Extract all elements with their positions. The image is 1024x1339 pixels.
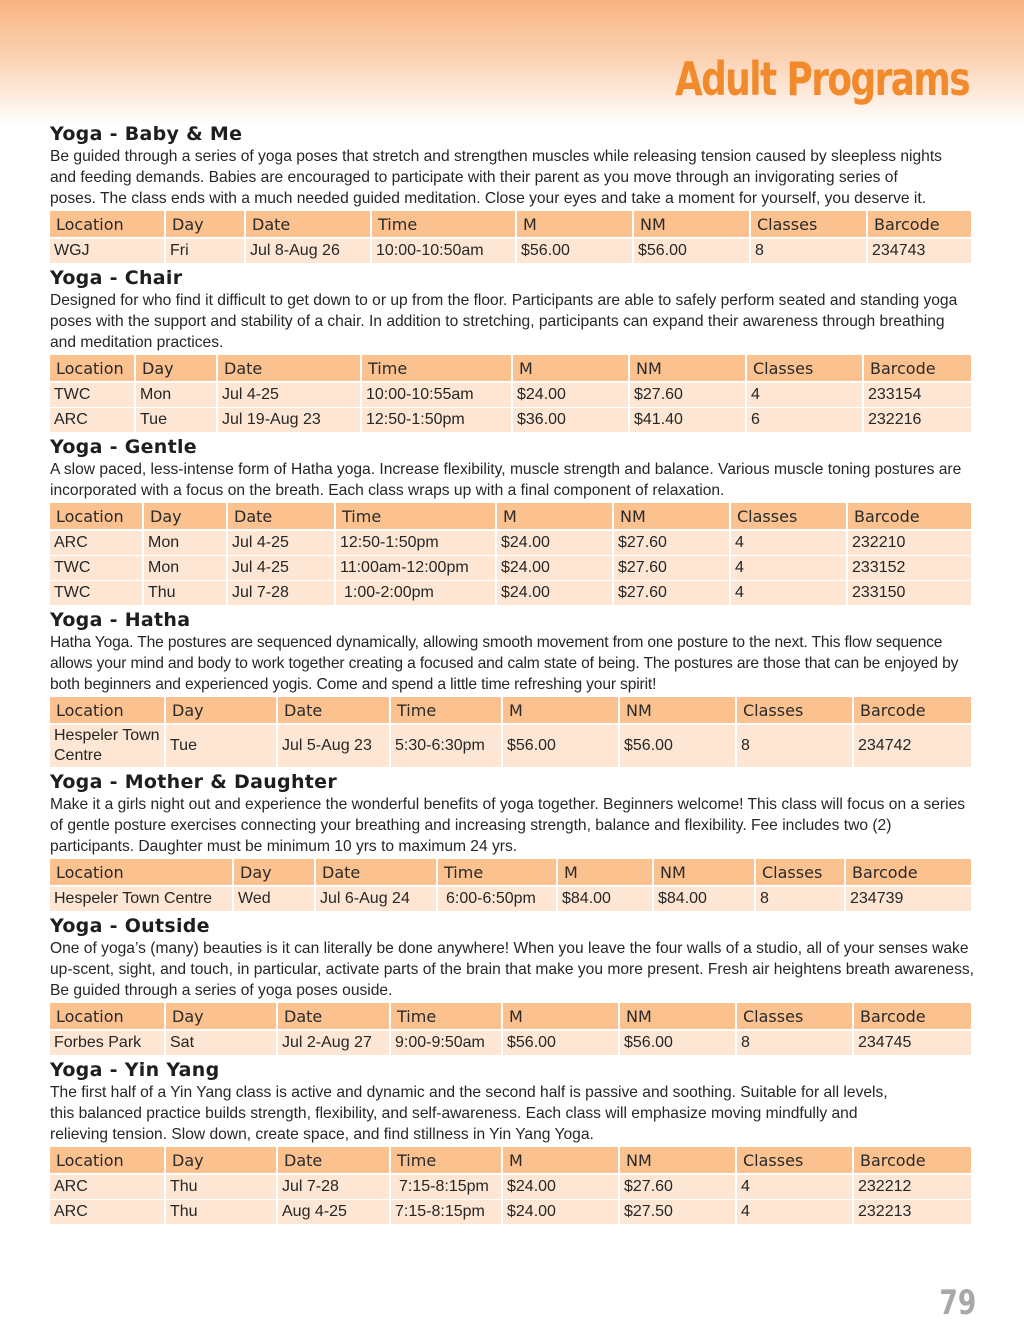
non-member-price-cell: $27.60: [614, 581, 729, 606]
day-cell: Thu: [166, 1200, 276, 1225]
table-row: [50, 531, 971, 556]
table-row: [50, 1200, 971, 1225]
section-description: Make it a girls night out and experience the wonderful benefits of yoga together. Beginners welcome! This class will focus on a series of gentle posture exercises connecting your breathing and increasing strength, balance and flexibility. Fee includes two (2) participants. Daughter must be minimum 10 yrs to maximum 24 yrs.: [50, 796, 966, 855]
column-header: Barcode: [854, 1003, 971, 1031]
time-cell: 5:30-6:30pm: [391, 725, 501, 768]
program-list: [50, 122, 975, 1227]
time-cell: 12:50-1:50pm: [362, 408, 511, 433]
table-row: [50, 581, 971, 606]
column-header: Time: [438, 859, 556, 887]
program-section: [50, 914, 975, 1056]
column-header: Time: [391, 1147, 501, 1175]
column-header: Classes: [737, 697, 852, 725]
column-header: NM: [634, 211, 749, 239]
barcode-cell: 232212: [854, 1175, 971, 1200]
location-cell: Hespeler Town Centre: [50, 887, 232, 912]
day-cell: Tue: [166, 725, 276, 768]
member-price-cell: $24.00: [503, 1175, 618, 1200]
day-cell: Mon: [144, 531, 226, 556]
schedule-table: [48, 859, 973, 912]
column-header: Date: [316, 859, 436, 887]
barcode-cell: 233150: [848, 581, 971, 606]
table-row: [50, 725, 971, 768]
table-row: [50, 408, 971, 433]
member-price-cell: $24.00: [497, 556, 612, 581]
table-row: [50, 887, 971, 912]
column-header: Time: [362, 355, 511, 383]
column-header: Date: [228, 503, 334, 531]
column-header: Barcode: [854, 1147, 971, 1175]
time-cell: 7:15-8:15pm: [391, 1200, 501, 1225]
classes-cell: 4: [747, 383, 862, 408]
schedule-table: [48, 697, 973, 768]
program-section: [50, 770, 975, 912]
schedule-table: [48, 503, 973, 606]
table-row: [50, 239, 971, 264]
classes-cell: 4: [731, 556, 846, 581]
non-member-price-cell: $27.60: [630, 383, 745, 408]
member-price-cell: $56.00: [503, 1031, 618, 1056]
day-cell: Thu: [144, 581, 226, 606]
date-cell: Jul 4-25: [218, 383, 360, 408]
column-header: Day: [234, 859, 314, 887]
day-cell: Mon: [136, 383, 216, 408]
time-cell: 6:00-6:50pm: [438, 887, 556, 912]
section-description: Be guided through a series of yoga poses that stretch and strengthen muscles while releasing tension caused by sleepless nights and feeding demands. Babies are encouraged to participate with their parent as you move through an invigorating series of poses. The class ends with a much needed guided meditation. Close your eyes and take a moment for yourself, you deserve it.: [50, 148, 942, 207]
barcode-cell: 232216: [864, 408, 971, 433]
column-header: M: [503, 1003, 618, 1031]
column-header: Barcode: [846, 859, 971, 887]
program-section: [50, 435, 975, 606]
column-header: Date: [278, 1147, 389, 1175]
schedule-table: [48, 211, 973, 264]
column-header: Location: [50, 859, 232, 887]
section-title: Yoga - Mother & Daughter: [50, 771, 338, 793]
section-description: One of yoga’s (many) beauties is it can literally be done anywhere! When you leave the four walls of a studio, all of your senses wake up-scent, sight, and touch, in particular, activate parts of the brain that make you more present. Fresh air heightens breath awareness, Be guided through a series of yoga poses ouside.: [50, 940, 974, 999]
day-cell: Mon: [144, 556, 226, 581]
section-description: Designed for who find it difficult to get down to or up from the floor. Participants are able to safely perform seated and standing yoga poses with the support and stability of a chair. In addition to stretching, participants can expand their awareness through breathing and meditation practices.: [50, 292, 958, 351]
section-title: Yoga - Baby & Me: [50, 123, 243, 145]
location-cell: ARC: [50, 408, 134, 433]
non-member-price-cell: $84.00: [654, 887, 754, 912]
column-header: Location: [50, 503, 142, 531]
table-row: [50, 383, 971, 408]
program-section: [50, 266, 975, 433]
section-description: The first half of a Yin Yang class is active and dynamic and the second half is passive and soothing. Suitable for all levels, this balanced practice builds strength, flexibility, and self-awareness. Each class will emphasize moving mindfully and relieving tension. Slow down, create space, and find stillness in Yin Yang Yoga.: [50, 1084, 888, 1143]
date-cell: Jul 7-28: [278, 1175, 389, 1200]
column-header: Day: [166, 697, 276, 725]
section-description: Hatha Yoga. The postures are sequenced dynamically, allowing smooth movement from one posture to the next. This flow sequence allows your mind and body to work together creating a focused and calm state of being. The postures are those that can be enjoyed by both beginners and experienced yogis. Come and spend a little time refreshing your spirit!: [50, 634, 959, 693]
section-title: Yoga - Gentle: [50, 436, 197, 458]
classes-cell: 8: [737, 1031, 852, 1056]
date-cell: Jul 2-Aug 27: [278, 1031, 389, 1056]
column-header: Classes: [747, 355, 862, 383]
non-member-price-cell: $56.00: [620, 725, 735, 768]
classes-cell: 8: [737, 725, 852, 768]
classes-cell: 6: [747, 408, 862, 433]
non-member-price-cell: $41.40: [630, 408, 745, 433]
barcode-cell: 232210: [848, 531, 971, 556]
non-member-price-cell: $56.00: [634, 239, 749, 264]
program-section: [50, 122, 975, 264]
column-header: Date: [246, 211, 370, 239]
table-row: [50, 1031, 971, 1056]
column-header: Day: [166, 211, 244, 239]
column-header: Barcode: [854, 697, 971, 725]
barcode-cell: 233154: [864, 383, 971, 408]
time-cell: 1:00-2:00pm: [336, 581, 495, 606]
column-header: Classes: [731, 503, 846, 531]
program-section: [50, 608, 975, 768]
location-cell: ARC: [50, 1200, 164, 1225]
column-header: Location: [50, 355, 134, 383]
non-member-price-cell: $27.60: [614, 556, 729, 581]
barcode-cell: 233152: [848, 556, 971, 581]
day-cell: Thu: [166, 1175, 276, 1200]
schedule-table: [48, 1003, 973, 1056]
column-header: Date: [218, 355, 360, 383]
page-header: Adult Programs: [674, 52, 969, 106]
classes-cell: 8: [751, 239, 866, 264]
time-cell: 10:00-10:50am: [372, 239, 515, 264]
column-header: Day: [144, 503, 226, 531]
location-cell: ARC: [50, 531, 142, 556]
schedule-table: [48, 355, 973, 433]
schedule-table: [48, 1147, 973, 1225]
barcode-cell: 234745: [854, 1031, 971, 1056]
date-cell: Jul 6-Aug 24: [316, 887, 436, 912]
section-title: Yoga - Chair: [50, 267, 183, 289]
time-cell: 11:00am-12:00pm: [336, 556, 495, 581]
column-header: Location: [50, 211, 164, 239]
date-cell: Jul 7-28: [228, 581, 334, 606]
location-cell: TWC: [50, 556, 142, 581]
non-member-price-cell: $27.50: [620, 1200, 735, 1225]
location-cell: WGJ: [50, 239, 164, 264]
classes-cell: 4: [731, 531, 846, 556]
member-price-cell: $24.00: [497, 531, 612, 556]
column-header: M: [558, 859, 652, 887]
day-cell: Tue: [136, 408, 216, 433]
column-header: NM: [614, 503, 729, 531]
date-cell: Jul 4-25: [228, 531, 334, 556]
section-title: Yoga - Hatha: [50, 609, 191, 631]
location-cell: Forbes Park: [50, 1031, 164, 1056]
column-header: Barcode: [868, 211, 971, 239]
table-header-row: [50, 1147, 971, 1175]
member-price-cell: $84.00: [558, 887, 652, 912]
column-header: Classes: [751, 211, 866, 239]
date-cell: Jul 5-Aug 23: [278, 725, 389, 768]
column-header: M: [497, 503, 612, 531]
member-price-cell: $24.00: [497, 581, 612, 606]
column-header: NM: [620, 1003, 735, 1031]
location-cell: TWC: [50, 383, 134, 408]
column-header: Barcode: [864, 355, 971, 383]
barcode-cell: 234743: [868, 239, 971, 264]
table-row: [50, 556, 971, 581]
non-member-price-cell: $56.00: [620, 1031, 735, 1056]
column-header: Day: [136, 355, 216, 383]
column-header: M: [503, 1147, 618, 1175]
section-description: A slow paced, less-intense form of Hatha yoga. Increase flexibility, muscle strength and balance. Various muscle toning postures are incorporated with a focus on the breath. Each class wraps up with a final component of relaxation.: [50, 461, 962, 499]
column-header: Date: [278, 697, 389, 725]
table-header-row: [50, 355, 971, 383]
member-price-cell: $24.00: [513, 383, 628, 408]
location-cell: ARC: [50, 1175, 164, 1200]
column-header: Time: [391, 1003, 501, 1031]
section-title: Yoga - Outside: [50, 915, 210, 937]
column-header: Barcode: [848, 503, 971, 531]
location-cell: TWC: [50, 581, 142, 606]
barcode-cell: 234742: [854, 725, 971, 768]
table-row: [50, 1175, 971, 1200]
column-header: Classes: [737, 1147, 852, 1175]
column-header: M: [503, 697, 618, 725]
table-header-row: [50, 211, 971, 239]
table-header-row: [50, 1003, 971, 1031]
column-header: Location: [50, 1003, 164, 1031]
date-cell: Aug 4-25: [278, 1200, 389, 1225]
date-cell: Jul 4-25: [228, 556, 334, 581]
time-cell: 7:15-8:15pm: [391, 1175, 501, 1200]
classes-cell: 8: [756, 887, 844, 912]
column-header: Location: [50, 697, 164, 725]
column-header: Date: [278, 1003, 389, 1031]
column-header: Time: [391, 697, 501, 725]
column-header: M: [513, 355, 628, 383]
column-header: Time: [336, 503, 495, 531]
table-header-row: [50, 697, 971, 725]
time-cell: 12:50-1:50pm: [336, 531, 495, 556]
section-title: Yoga - Yin Yang: [50, 1059, 220, 1081]
column-header: NM: [630, 355, 745, 383]
day-cell: Fri: [166, 239, 244, 264]
column-header: Day: [166, 1147, 276, 1175]
column-header: NM: [654, 859, 754, 887]
classes-cell: 4: [731, 581, 846, 606]
non-member-price-cell: $27.60: [620, 1175, 735, 1200]
member-price-cell: $36.00: [513, 408, 628, 433]
member-price-cell: $56.00: [503, 725, 618, 768]
classes-cell: 4: [737, 1200, 852, 1225]
table-header-row: [50, 859, 971, 887]
table-header-row: [50, 503, 971, 531]
day-cell: Sat: [166, 1031, 276, 1056]
date-cell: Jul 8-Aug 26: [246, 239, 370, 264]
time-cell: 10:00-10:55am: [362, 383, 511, 408]
column-header: Location: [50, 1147, 164, 1175]
day-cell: Wed: [234, 887, 314, 912]
column-header: NM: [620, 1147, 735, 1175]
column-header: Day: [166, 1003, 276, 1031]
column-header: M: [517, 211, 632, 239]
column-header: Classes: [737, 1003, 852, 1031]
member-price-cell: $24.00: [503, 1200, 618, 1225]
column-header: NM: [620, 697, 735, 725]
time-cell: 9:00-9:50am: [391, 1031, 501, 1056]
column-header: Time: [372, 211, 515, 239]
program-section: [50, 1058, 975, 1225]
classes-cell: 4: [737, 1175, 852, 1200]
barcode-cell: 234739: [846, 887, 971, 912]
member-price-cell: $56.00: [517, 239, 632, 264]
page-number: 79: [939, 1283, 976, 1323]
date-cell: Jul 19-Aug 23: [218, 408, 360, 433]
location-cell: Hespeler Town Centre: [50, 725, 164, 768]
column-header: Classes: [756, 859, 844, 887]
barcode-cell: 232213: [854, 1200, 971, 1225]
non-member-price-cell: $27.60: [614, 531, 729, 556]
